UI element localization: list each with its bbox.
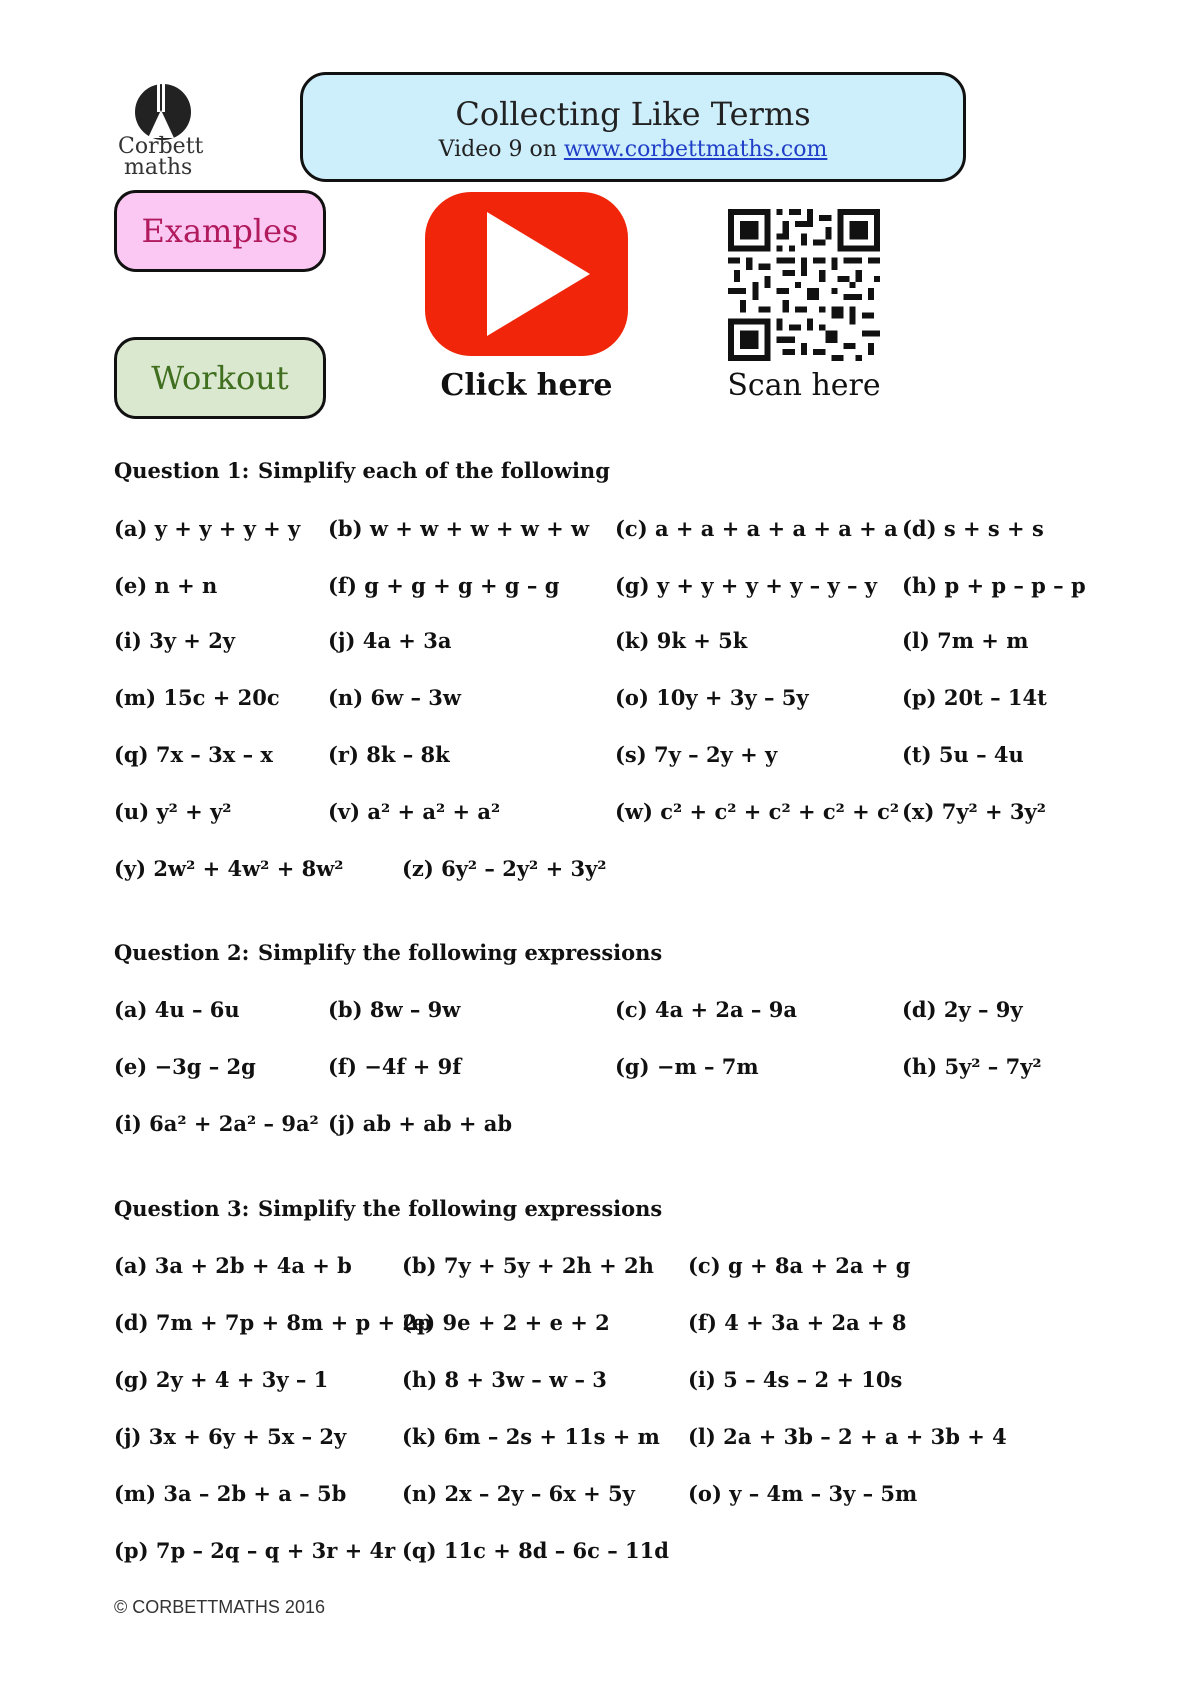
q2-item-h: (h) 5y² – 7y²: [902, 1054, 1042, 1079]
q1-item-p: (p) 20t – 14t: [902, 685, 1047, 710]
question-2-heading: [114, 940, 662, 965]
q2-item-a: (a) 4u – 6u: [114, 997, 240, 1022]
q2-item-i: (i) 6a² + 2a² – 9a²: [114, 1111, 319, 1136]
q3-item-h: (h) 8 + 3w – w – 3: [402, 1367, 607, 1392]
logo-line-1: Corbett: [118, 134, 204, 159]
q2-item-c: (c) 4a + 2a – 9a: [615, 997, 797, 1022]
logo-line-2: maths: [124, 155, 193, 180]
q3-item-a: (a) 3a + 2b + 4a + b: [114, 1253, 352, 1278]
workout-button[interactable]: Workout: [114, 337, 326, 419]
q1-item-x: (x) 7y² + 3y²: [902, 799, 1046, 824]
q1-item-e: (e) n + n: [114, 573, 218, 598]
q3-item-i: (i) 5 – 4s – 2 + 10s: [688, 1367, 903, 1392]
video-prefix: Video 9 on: [438, 137, 564, 162]
question-1-heading: [114, 458, 610, 483]
page-title: Collecting Like Terms: [455, 95, 811, 133]
q3-item-o: (o) y – 4m – 3y – 5m: [688, 1481, 918, 1506]
q1-item-b: (b) w + w + w + w + w: [328, 516, 590, 541]
q1-item-i: (i) 3y + 2y: [114, 628, 236, 653]
q1-item-g: (g) y + y + y + y – y – y: [615, 573, 877, 598]
copyright-footer: © CORBETTMATHS 2016: [114, 1597, 325, 1617]
title-box: [300, 72, 966, 182]
q3-item-c: (c) g + 8a + 2a + g: [688, 1253, 911, 1278]
question-3-instruction: Simplify the following expressions: [258, 1196, 663, 1221]
q1-item-s: (s) 7y – 2y + y: [615, 742, 778, 767]
click-here-label[interactable]: Click here: [440, 368, 613, 403]
q2-item-f: (f) −4f + 9f: [328, 1054, 462, 1079]
video-subtitle: [303, 137, 963, 162]
q3-item-j: (j) 3x + 6y + 5x – 2y: [114, 1424, 347, 1449]
examples-button[interactable]: Examples: [114, 190, 326, 272]
q3-item-k: (k) 6m – 2s + 11s + m: [402, 1424, 660, 1449]
q3-item-f: (f) 4 + 3a + 2a + 8: [688, 1310, 907, 1335]
website-link[interactable]: www.corbettmaths.com: [563, 137, 828, 162]
q1-item-d: (d) s + s + s: [902, 516, 1044, 541]
q1-item-w: (w) c² + c² + c² + c² + c²: [615, 799, 900, 824]
q3-item-p: (p) 7p – 2q – q + 3r + 4r: [114, 1538, 396, 1563]
q3-item-g: (g) 2y + 4 + 3y – 1: [114, 1367, 329, 1392]
q1-item-r: (r) 8k – 8k: [328, 742, 450, 767]
q1-item-m: (m) 15c + 20c: [114, 685, 280, 710]
q1-item-l: (l) 7m + m: [902, 628, 1029, 653]
q1-item-q: (q) 7x – 3x – x: [114, 742, 273, 767]
q3-item-e: (e) 9e + 2 + e + 2: [402, 1310, 610, 1335]
q3-item-n: (n) 2x – 2y – 6x + 5y: [402, 1481, 635, 1506]
q1-item-k: (k) 9k + 5k: [615, 628, 748, 653]
q3-item-l: (l) 2a + 3b – 2 + a + 3b + 4: [688, 1424, 1007, 1449]
q1-item-a: (a) y + y + y + y: [114, 516, 301, 541]
q2-item-j: (j) ab + ab + ab: [328, 1111, 513, 1136]
q1-item-u: (u) y² + y²: [114, 799, 232, 824]
q2-item-d: (d) 2y – 9y: [902, 997, 1023, 1022]
logo-emblem-icon: [128, 82, 198, 142]
q1-item-f: (f) g + g + g + g – g: [328, 573, 560, 598]
video-play-button[interactable]: [425, 192, 628, 356]
question-2-instruction: Simplify the following expressions: [258, 940, 663, 965]
q3-item-m: (m) 3a – 2b + a – 5b: [114, 1481, 347, 1506]
q1-item-n: (n) 6w – 3w: [328, 685, 461, 710]
scan-here-label: Scan here: [727, 368, 881, 403]
corbettmaths-logo: [110, 72, 210, 182]
logo-text: [118, 136, 218, 178]
q1-item-t: (t) 5u – 4u: [902, 742, 1024, 767]
q3-item-d: (d) 7m + 7p + 8m + p + 2p: [114, 1310, 432, 1335]
qr-code-icon[interactable]: [728, 209, 880, 361]
question-1-instruction: Simplify each of the following: [258, 458, 610, 483]
q1-item-c: (c) a + a + a + a + a + a: [615, 516, 898, 541]
question-1-label: Question 1:: [114, 458, 250, 483]
q2-item-b: (b) 8w – 9w: [328, 997, 461, 1022]
question-3-heading: [114, 1196, 662, 1221]
q3-item-q: (q) 11c + 8d – 6c – 11d: [402, 1538, 669, 1563]
q1-item-z: (z) 6y² – 2y² + 3y²: [402, 856, 607, 881]
q3-item-b: (b) 7y + 5y + 2h + 2h: [402, 1253, 654, 1278]
question-2-label: Question 2:: [114, 940, 250, 965]
q1-item-h: (h) p + p – p – p: [902, 573, 1086, 598]
play-icon: [425, 192, 628, 356]
q1-item-o: (o) 10y + 3y – 5y: [615, 685, 809, 710]
q2-item-e: (e) −3g – 2g: [114, 1054, 256, 1079]
question-3-label: Question 3:: [114, 1196, 250, 1221]
q2-item-g: (g) −m – 7m: [615, 1054, 759, 1079]
q1-item-y: (y) 2w² + 4w² + 8w²: [114, 856, 344, 881]
q1-item-j: (j) 4a + 3a: [328, 628, 452, 653]
q1-item-v: (v) a² + a² + a²: [328, 799, 501, 824]
